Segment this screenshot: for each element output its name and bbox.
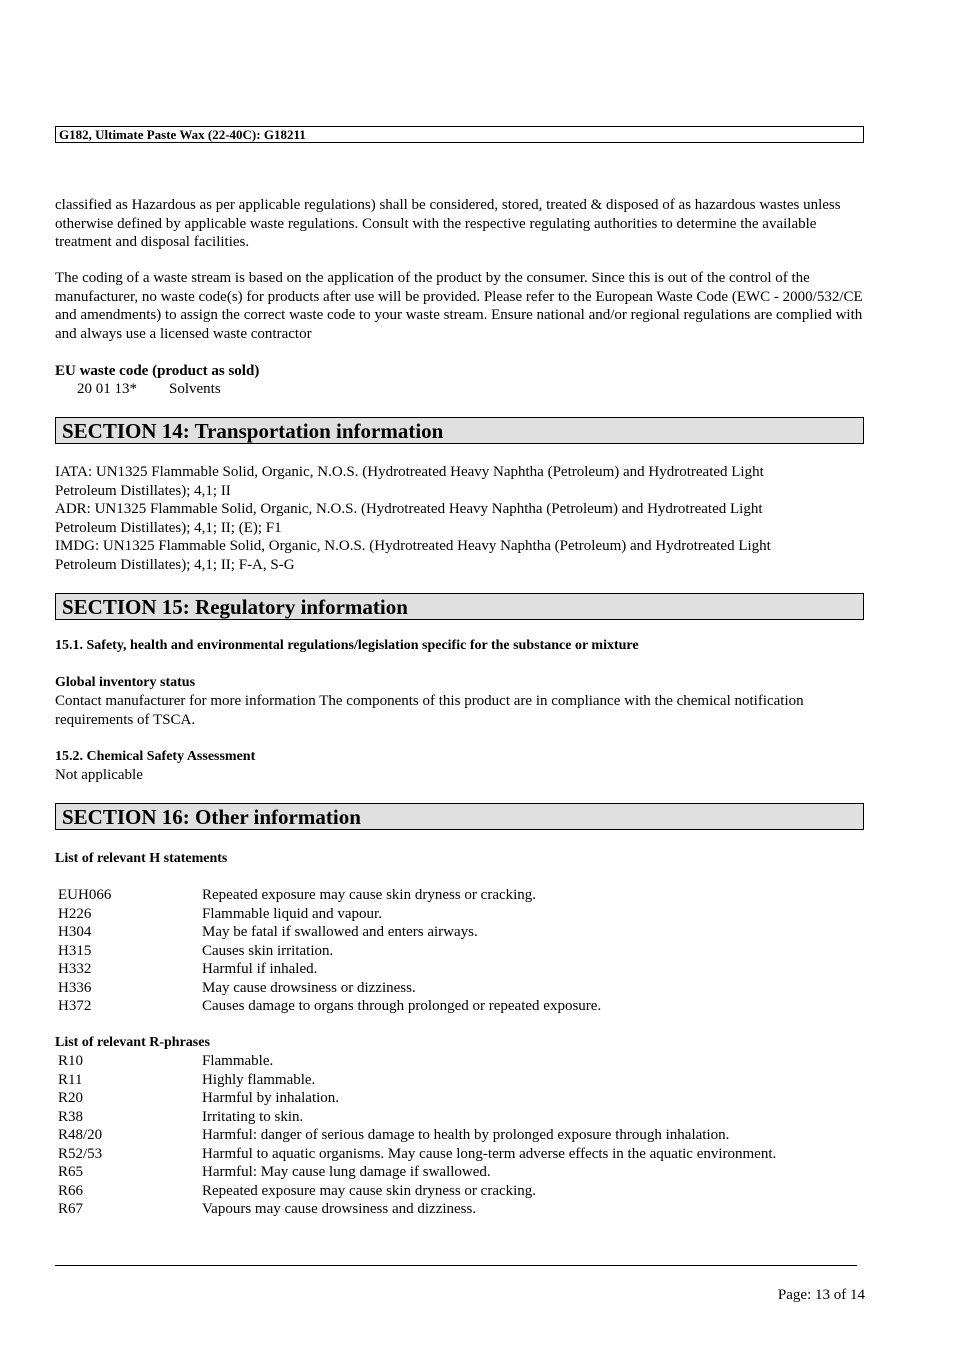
h-statement-row [58, 886, 536, 904]
r-phrase-row [58, 1071, 315, 1089]
transport-line: Petroleum Distillates); 4,1; II [55, 482, 231, 499]
inventory-text: Contact manufacturer for more information The components of this product are in compliance with the chemical notification requirements of TSCA. [55, 693, 804, 728]
r-phrase-row [58, 1089, 339, 1107]
h-code: H372 [58, 998, 92, 1014]
page-number: Page: 13 of 14 [777, 1287, 865, 1303]
h-code: H336 [58, 979, 92, 996]
h-statement-row [58, 942, 333, 960]
subsection-15-2: 15.2. Chemical Safety Assessment [55, 749, 256, 764]
subsection-15-1: 15.1. Safety, health and environmental regulations/legislation specific for the substance or mixture [55, 638, 639, 653]
eu-waste-row [77, 380, 221, 398]
r-text: Flammable. [202, 1053, 274, 1069]
h-text: May cause drowsiness or dizziness. [202, 979, 416, 996]
r-phrase-row [58, 1052, 273, 1070]
r-text: Harmful to aquatic organisms. May cause long-term adverse effects in the aquatic environment. [202, 1145, 777, 1162]
r-text: Repeated exposure may cause skin dryness or cracking. [202, 1182, 537, 1199]
r-text: Highly flammable. [202, 1071, 316, 1088]
r-code: R66 [58, 1182, 84, 1199]
section-15-title: SECTION 15: Regulatory information [55, 593, 864, 620]
h-text: May be fatal if swallowed and enters airways. [202, 924, 478, 940]
waste-paragraph-2: The coding of a waste stream is based on the application of the product by the consumer. Since this is out of the control of the manufacturer, no waste code(s) for products after use will be provided. Please refer to the European Waste Code (EWC - 2000/532/CE and amendments) to assign the correct waste code to your waste stream. Ensure national and/or regional regulations are complied with and always use a licensed waste contractor [55, 270, 863, 342]
h-statement-row [58, 923, 478, 941]
document-header-title: G182, Ultimate Paste Wax (22-40C): G18211 [55, 126, 864, 143]
h-text: Repeated exposure may cause skin dryness or cracking. [202, 887, 537, 903]
h-statement-row [58, 905, 382, 923]
r-phrase-row [58, 1126, 729, 1144]
eu-waste-heading: EU waste code (product as sold) [55, 363, 260, 379]
chemical-safety-text: Not applicable [55, 767, 143, 783]
r-phrases-heading: List of relevant R-phrases [55, 1035, 210, 1050]
r-code: R20 [58, 1090, 84, 1106]
section-16-title: SECTION 16: Other information [55, 803, 864, 830]
h-code: H226 [58, 905, 92, 922]
h-text: Causes damage to organs through prolonged or repeated exposure. [202, 998, 602, 1014]
r-code: R38 [58, 1108, 84, 1125]
h-statement-row [58, 979, 416, 997]
h-statement-row [58, 997, 601, 1015]
h-statement-row [58, 960, 317, 978]
footer-divider [55, 1265, 857, 1266]
transport-line: Petroleum Distillates); 4,1; II; F-A, S-G [55, 556, 295, 573]
r-code: R52/53 [58, 1145, 103, 1162]
section-14-title: SECTION 14: Transportation information [55, 417, 864, 444]
h-code: H332 [58, 961, 92, 977]
transport-line: IATA: UN1325 Flammable Solid, Organic, N.O.S. (Hydrotreated Heavy Naphtha (Petroleum) and Hydrotreated Light [55, 464, 764, 480]
r-phrase-row [58, 1145, 776, 1163]
r-text: Harmful by inhalation. [202, 1090, 340, 1106]
h-statements-heading: List of relevant H statements [55, 851, 228, 866]
waste-paragraph-1: classified as Hazardous as per applicable regulations) shall be considered, stored, treated & disposed of as hazardous wastes unless otherwise defined by applicable waste regulations. Consult with the respective regulating authorities to determine the available treatment and disposal facilities. [55, 197, 841, 250]
r-code: R67 [58, 1201, 84, 1217]
r-code: R65 [58, 1164, 84, 1180]
r-text: Irritating to skin. [202, 1108, 304, 1125]
eu-waste-code: 20 01 13* [77, 381, 137, 397]
h-text: Flammable liquid and vapour. [202, 905, 382, 922]
r-code: R10 [58, 1053, 84, 1069]
transport-line: IMDG: UN1325 Flammable Solid, Organic, N.O.S. (Hydrotreated Heavy Naphtha (Petroleum) and Hydrotreated Light [55, 538, 771, 554]
r-phrase-row [58, 1163, 491, 1181]
r-text: Vapours may cause drowsiness and dizziness. [202, 1201, 477, 1217]
h-code: H304 [58, 924, 92, 940]
h-text: Causes skin irritation. [202, 942, 334, 959]
r-phrase-row [58, 1182, 536, 1200]
r-code: R11 [58, 1071, 83, 1088]
r-text: Harmful: May cause lung damage if swallowed. [202, 1164, 491, 1180]
inventory-heading: Global inventory status [55, 675, 196, 690]
h-text: Harmful if inhaled. [202, 961, 318, 977]
h-code: EUH066 [58, 887, 112, 903]
r-phrase-row [58, 1200, 476, 1218]
h-code: H315 [58, 942, 92, 959]
transport-info [55, 463, 870, 574]
r-phrase-row [58, 1108, 303, 1126]
transport-line: ADR: UN1325 Flammable Solid, Organic, N.O.S. (Hydrotreated Heavy Naphtha (Petroleum) and Hydrotreated Light [55, 501, 763, 517]
transport-line: Petroleum Distillates); 4,1; II; (E); F1 [55, 519, 282, 536]
r-text: Harmful: danger of serious damage to health by prolonged exposure through inhalation. [202, 1127, 730, 1143]
eu-waste-desc: Solvents [169, 381, 221, 397]
r-code: R48/20 [58, 1127, 103, 1143]
